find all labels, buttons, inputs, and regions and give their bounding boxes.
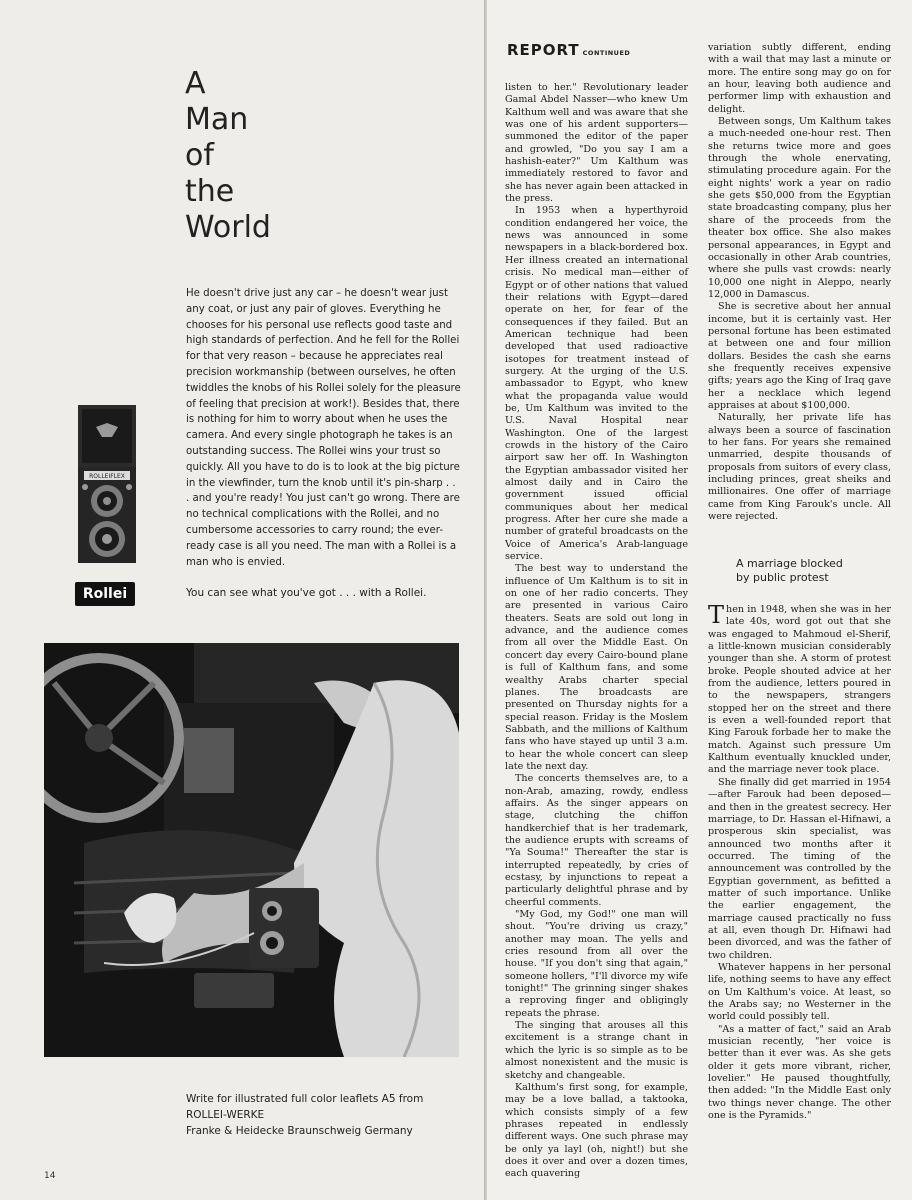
paragraph	[708, 601, 891, 777]
rollei-logo: Rollei	[75, 582, 135, 606]
ad-contact-block	[186, 1091, 423, 1139]
paragraph: variation subtly different, ending with a wail that may last a minute or more. The entire song may go on for an hour, leaving both audience and performer limp with exhaustion and delight.	[708, 42, 891, 115]
ad-body-text: He doesn't drive just any car – he doesn't wear just any coat, or just any pair of gloves. Everything he chooses for his personal use reflects good taste and high standards of perfection. And he fell for the Rollei for that very reason – because he appreciates real precision workmanship (between ourselves, he often twiddles the knobs of his Rollei solely for the pleasure of feeling that precision at work!). Besides that, there is nothing for him to worry about when he uses the camera. And every single photograph he takes is an outstanding success. The Rollei wins your trust so quickly. All you have to do is to look at the big picture in the viewfinder, turn the knob until it's pin-sharp . . . and you're ready! You just can't go wrong. There are no technical complications with the Rollei, and no cumbersome accessories to carry round; the ever-ready case is all you need. The man with a Rollei is a man who is envied.	[186, 288, 461, 568]
ad-address: Franke & Heidecke Braunschweig Germany	[186, 1125, 413, 1137]
article-subhead	[736, 557, 843, 585]
paragraph: Whatever happens in her personal life, nothing seems to have any effect on Um Kalthum's voice. At least, so the Arabs say; no Westerner in the world could possibly tell.	[708, 961, 891, 1023]
subhead-line: by public protest	[736, 571, 829, 584]
camera-label: ROLLEIFLEX	[89, 473, 125, 480]
paragraph: The singing that arouses all this excitement is a strange chant in which the lyric is so simple as to be almost nonexistent and the music is sketchy and changeable.	[505, 1020, 688, 1081]
paragraph: Kalthum's first song, for example, may be a love ballad, a taktooka, which consists simply of a few phrases repeated in endlessly different ways. One such phrase may be only ya layl (oh, night!) but she does it over and over a dozen times, each quavering	[505, 1081, 688, 1180]
paragraph: "As a matter of fact," said an Arab musician recently, "her voice is better than it ever was. As she gets older it gets more vibrant, richer, lovelier." He paused thoughtfully, then added: "In the Middle East only two things never change. The other one is the Pyramids."	[708, 1023, 891, 1122]
article-column-1	[505, 82, 688, 1181]
car-interior-photo	[44, 643, 459, 1057]
headline-line: the	[185, 174, 235, 209]
paragraph: She is secretive about her annual income, but it is certainly vast. Her personal fortune has been estimated at between one and four million dollars. Besides the cash she earns she frequently receives expensive gifts; years ago the King of Iraq gave her a necklace which legend appraises at about $100,000.	[708, 301, 891, 411]
paragraph: She finally did get married in 1954—after Farouk had been deposed—and then in the greatest secrecy. Her marriage, to Dr. Hassan el-Hifnawi, a prosperous skin specialist, was announced two months after it occurred. The timing of the announcement was controlled by the Egyptian government, as befitted a matter of such importance. Unlike the earlier engagement, the marriage caused practically no fuss at all, even though Dr. Hifnawi had been divorced, and was the father of two children.	[708, 776, 891, 961]
report-label: REPORT	[507, 41, 580, 59]
headline-line: World	[185, 210, 271, 245]
report-header	[507, 40, 630, 59]
paragraph: "My God, my God!" one man will shout. "You're driving us crazy," another may moan. The yells and cries resound from all over the house. "If you don't sing that again," someone hollers, "I'll divorce my wife tonight!" The grinning singer shakes a reproving finger and obligingly repeats the phrase.	[505, 909, 688, 1019]
article-column-3	[708, 601, 891, 1122]
drop-cap: T	[708, 601, 725, 629]
report-continued: CONTINUED	[582, 49, 631, 57]
paragraph-text: hen in 1948, when she was in her late 40s, word got out that she was engaged to Mahmoud el-Sherif, a little-known musician considerably younger than she. A storm of protest broke. People shouted advice at her from the audience, letters poured in to the newspapers, strangers stopped her on the street and there is even a well-founded report that King Farouk forbade her to make the match. Against such pressure Um Kalthum eventually knuckled under, and the marriage never took place.	[708, 604, 891, 776]
paragraph: listen to her." Revolutionary leader Gamal Abdel Nasser—who knew Um Kalthum well and was aware that she was one of his ardent supporters—summoned the editor of the paper and growled, "Do you say I am a hashish-eater?" Um Kalthum was immediately restored to favor and she has never again been attacked in the press.	[505, 82, 688, 205]
paragraph: The concerts themselves are, to a non-Arab, amazing, rowdy, endless affairs. As the singer appears on stage, clutching the chiffon handkerchief that is her trademark, the audience erupts with screams of "Ya Souma!" Thereafter the star is interrupted repeatedly, by cries of ecstasy, by injunctions to repeat a particularly delightful phrase and by cheerful comments.	[505, 773, 688, 908]
headline-line: A	[185, 66, 206, 101]
paragraph: The best way to understand the influence of Um Kalthum is to sit in on one of her radio concerts. They are presented in various Cairo theaters. Seats are sold out long in advance, and the audience comes from all over the Middle East. On concert day every Cairo-bound plane is full of Kalthum fans, and some wealthy Arabs charter special planes. The broadcasts are presented on Thursday nights for a special reason. Friday is the Moslem Sabbath, and the millions of Kalthum fans who have stayed up until 3 a.m. to hear the whole concert can sleep late the next day.	[505, 563, 688, 772]
subhead-line: A marriage blocked	[736, 557, 843, 570]
page-number: 14	[44, 1171, 56, 1181]
article-column-2	[708, 42, 891, 523]
headline-line: of	[185, 138, 214, 173]
ad-company: ROLLEI-WERKE	[186, 1109, 265, 1121]
ad-headline	[185, 66, 271, 246]
paragraph: Between songs, Um Kalthum takes a much-needed one-hour rest. Then she returns twice more and goes through the whole enervating, stimulating procedure again. For the eight nights' work a year on radio she gets $50,000 from the Egyptian state broadcasting company, plus her share of the proceeds from the theater box office. She also makes personal appearances, in Egypt and occasionally in other Arab countries, where she pulls vast crowds: nearly 10,000 one night in Aleppo, nearly 12,000 in Damascus.	[708, 116, 891, 300]
rollei-camera-illustration	[76, 405, 138, 565]
headline-line: Man	[185, 102, 249, 137]
paragraph: Naturally, her private life has always been a source of fascination to her fans. For years she remained unmarried, despite thousands of proposals from suitors of every class, including princes, great sheiks and millionaires. One offer of marriage came from King Farouk's uncle. All were rejected.	[708, 412, 891, 523]
paragraph: In 1953 when a hyperthyroid condition endangered her voice, the news was announced in some newspapers in a black-bordered box. Her illness created an international crisis. No medical man—either of Egypt or of other nations that valued their relations with Egypt—dared operate on her, for fear of the consequences if they failed. But an American technique had been developed that used radioactive isotopes for treatment instead of surgery. At the urging of the U.S. ambassador to Egypt, who knew what the propaganda value would be, Um Kalthum was invited to the U.S. Naval Hospital near Washington. One of the largest crowds in the history of the Cairo airport saw her off. In Washington the Egyptian ambassador visited her almost daily and in Cairo the government issued official communiques about her medical progress. After her cure she made a number of grateful broadcasts on the Voice of America's Arab-language service.	[505, 205, 688, 563]
ad-tagline: You can see what you've got . . . with a Rollei.	[186, 587, 427, 599]
ad-write-line: Write for illustrated full color leaflets A5 from	[186, 1093, 424, 1105]
